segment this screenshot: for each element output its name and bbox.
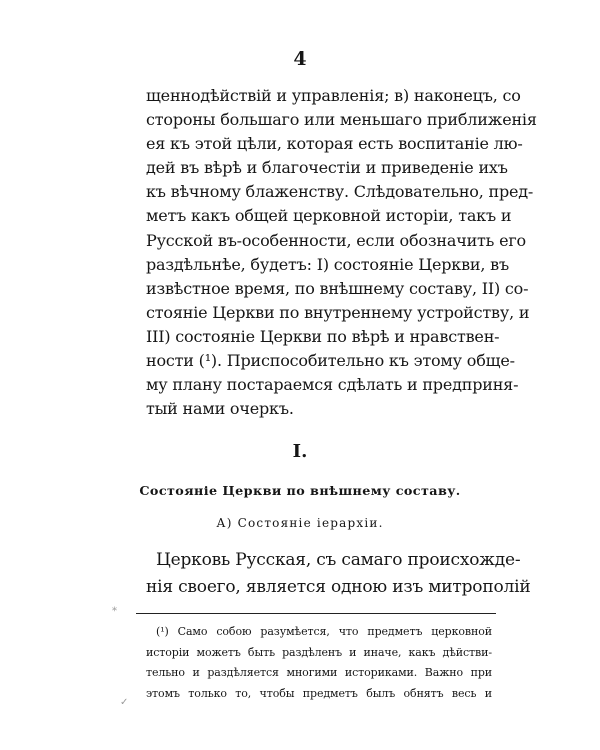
text-line: Русской въ-особенности, если обозначить его (146, 230, 526, 250)
section-paragraph (146, 547, 531, 601)
footnote (146, 622, 492, 704)
main-paragraph (146, 84, 537, 421)
footnote-divider (136, 613, 496, 614)
section-heading: Состояніе Церкви по внѣшнему составу. (139, 483, 461, 498)
text-line: метъ какъ общей церковной исторіи, такъ и (146, 206, 512, 226)
text-line: дей въ вѣрѣ и благочестіи и приведеніе ихъ (146, 158, 508, 178)
text-line: Церковь Русская, съ самаго происхожде- (156, 550, 521, 570)
text-line: му плану постараемся сдѣлать и предприня- (146, 375, 519, 395)
text-line: III) состояніе Церкви по вѣрѣ и нравствен- (146, 326, 500, 346)
text-line: къ вѣчному блаженству. Слѣдовательно, пред- (146, 182, 534, 202)
text-line: ности (¹). Приспособительно къ этому обще- (146, 351, 515, 371)
text-line: тый нами очеркъ. (146, 399, 294, 419)
footnote-line: (¹) Само собою разумѣется, что предметъ церковной (156, 625, 492, 638)
text-line: извѣстное время, по внѣшнему составу, II) со- (146, 278, 529, 298)
subsection-heading: А) Состояніе іерархіи. (216, 516, 384, 530)
margin-mark-asterisk: * (112, 606, 117, 617)
footnote-line: исторіи можетъ быть раздѣленъ и иначе, какъ дѣйстви- (146, 645, 492, 659)
text-line: стороны большаго или меньшаго приближенія (146, 110, 537, 130)
footnote-line: этомъ только то, чтобы предметъ былъ обнятъ весь и (146, 686, 492, 700)
text-line: щеннодѣйствій и управленія; в) наконецъ, со (146, 86, 521, 105)
text-line: ея къ этой цѣли, которая есть воспитаніе лю- (146, 134, 523, 154)
text-line: стояніе Церкви по внутреннему устройству, и (146, 302, 530, 322)
text-line: нія своего, является одною изъ митрополій (146, 577, 531, 597)
text-line: раздѣльнѣе, будетъ: I) состояніе Церкви, въ (146, 254, 509, 274)
margin-mark-tick: ✓ (120, 697, 129, 708)
page-number: 4 (293, 48, 307, 70)
section-numeral: I. (292, 441, 308, 462)
footnote-line: тельно и раздѣляется многими историками. Важно при (146, 666, 492, 679)
